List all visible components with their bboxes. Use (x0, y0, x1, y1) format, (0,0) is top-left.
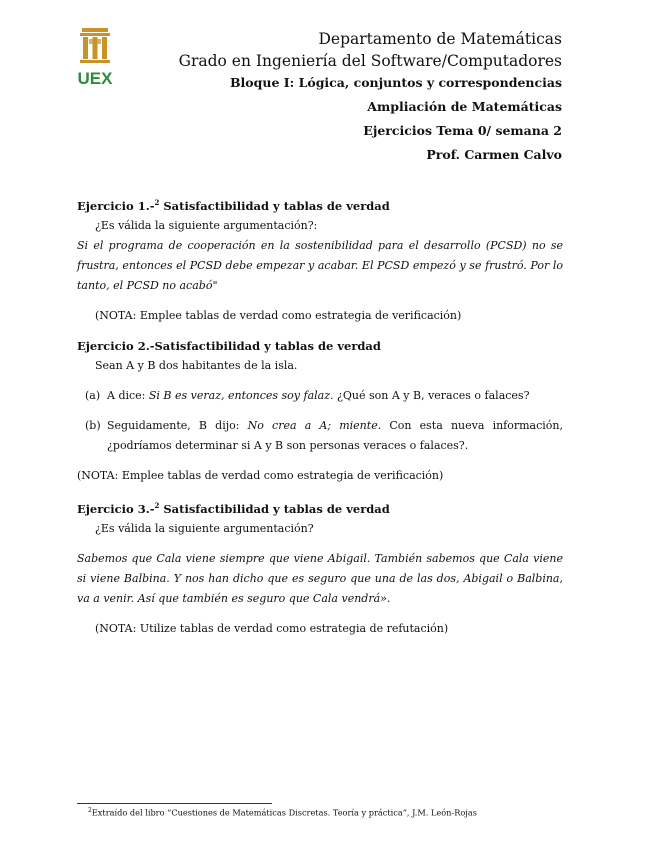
exercise-2-note: (NOTA: Emplee tablas de verdad como estrategia de verificación) (77, 468, 444, 482)
exercise-3 (77, 496, 563, 639)
footnote-ref: 2 (154, 198, 160, 207)
item-label: (a) (85, 388, 101, 402)
item-label: (b) (85, 418, 101, 432)
exercise-2-title: Ejercicio 2.-Satisfactibilidad y tablas de verdad (77, 338, 381, 353)
footnote-ref: 2 (154, 500, 160, 510)
degree-title: Grado en Ingeniería del Software/Computadores (178, 52, 562, 70)
footnote-mark: 2 (88, 807, 92, 814)
exercises-title: Ejercicios Tema 0/ semana 2 (363, 123, 562, 138)
exercise-2-item-b: (b) Seguidamente, B dijo: No crea a A; miente. Con esta nueva información, ¿podríamos determinar si A y B son personas veraces o falaces?. (77, 416, 563, 456)
exercise-3-argument: Sabemos que Cala viene siempre que viene Abigail. También sabemos que Cala viene si viene Balbina. Y nos han dicho que es seguro que una de las dos, Abigail o Balbina, va a venir. Así que también es seguro que Cala vendrá». (77, 551, 563, 605)
exercise-2-intro: Sean A y B dos habitantes de la isla. (95, 358, 298, 372)
footnote-text: Extraído del libro “Cuestiones de Matemáticas Discretas. Teoría y práctica”, J.M. León-Rojas (91, 807, 477, 818)
exercise-2 (77, 336, 563, 486)
exercise-1 (77, 193, 563, 326)
exercise-3-note: (NOTA: Utilize tablas de verdad como estrategia de refutación) (95, 621, 449, 635)
exercise-3-question: ¿Es válida la siguiente argumentación? (95, 521, 314, 535)
exercise-list (77, 193, 563, 639)
document-header (179, 30, 562, 171)
footnote (88, 805, 477, 819)
exercise-1-note: (NOTA: Emplee tablas de verdad como estrategia de verificación) (95, 308, 462, 322)
university-logo (77, 27, 113, 89)
exercise-1-title: Ejercicio 1.-$^2$ Satisfactibilidad y tablas de verdad (77, 198, 390, 213)
exercise-1-argument: Si el programa de cooperación en la sostenibilidad para el desarrollo (PCSD) no se frustra, entonces el PCSD debe empezar y acabar. El PCSD empezó y se frustró. Por lo tanto, el PCSD no acabó" (77, 238, 563, 292)
department-title: Departamento de Matemáticas (318, 30, 562, 48)
footnote-divider (77, 803, 272, 804)
professor-name: Prof. Carmen Calvo (426, 147, 562, 162)
exercise-2-item-a: (a) A dice: Si B es veraz, entonces soy falaz. ¿Qué son A y B, veraces o falaces? (77, 386, 563, 406)
exercise-3-title: Ejercicio 3.-$^2$ Satisfactibilidad y tablas de verdad (77, 500, 390, 516)
exercise-1-question: ¿Es válida la siguiente argumentación?: (95, 218, 318, 232)
logo-text: UEX (77, 69, 113, 88)
subject-title: Ampliación de Matemáticas (367, 99, 562, 114)
block-title: Bloque I: Lógica, conjuntos y correspondencias (229, 75, 562, 90)
